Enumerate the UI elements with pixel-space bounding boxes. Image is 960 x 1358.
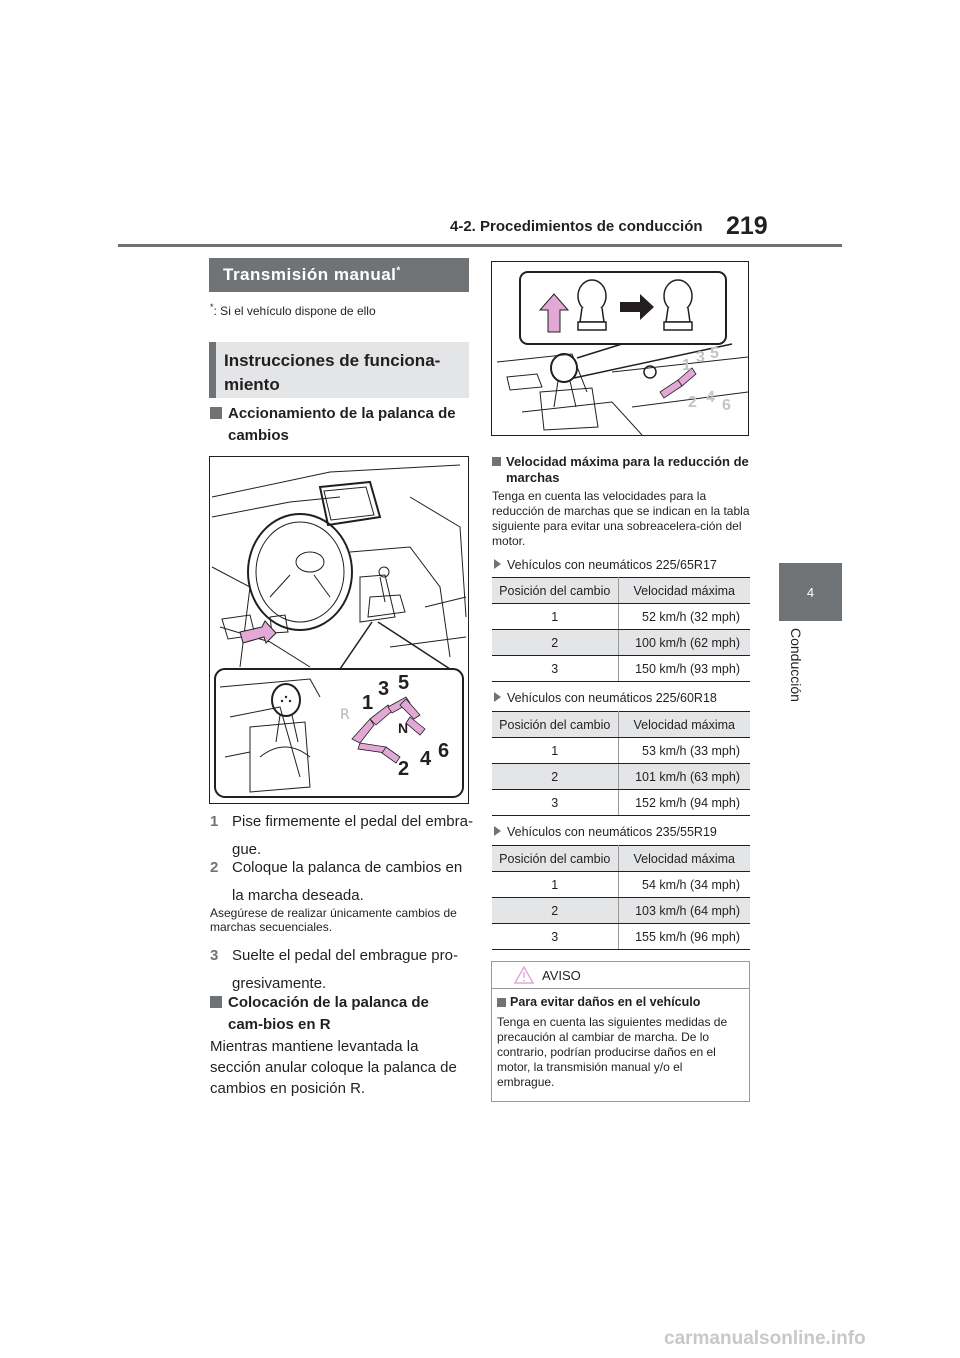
speed-cell: 152 km/h (94 mph): [618, 790, 750, 816]
table-header-row: [492, 846, 750, 872]
step-number: 2: [210, 859, 219, 876]
footnote: [210, 302, 376, 318]
interior-illustration-svg: [210, 457, 468, 803]
svg-text:6: 6: [722, 397, 731, 414]
max-speed-heading-text: Velocidad máxima para la reducción de marchas: [506, 454, 749, 485]
gear-label-5: 5: [398, 672, 410, 694]
warning-header: [492, 962, 749, 989]
tire-label-text: Vehículos con neumáticos 225/60R18: [507, 691, 717, 705]
speed-cell: 54 km/h (34 mph): [618, 872, 750, 898]
triangle-bullet-icon: [494, 559, 501, 569]
gear-label-6: 6: [438, 740, 450, 762]
square-bullet-icon: [210, 407, 222, 419]
step-text: Pise firmemente el pedal del embra-: [232, 813, 473, 830]
table-header-row: [492, 578, 750, 604]
max-speed-heading: [492, 454, 750, 486]
step-2: [210, 854, 462, 910]
table-row: [492, 656, 750, 682]
step-number: 1: [210, 813, 219, 830]
subsection-title: Instrucciones de funciona-miento: [209, 342, 469, 398]
reverse-lever-illustration: [491, 261, 749, 436]
gear-label-1: 1: [362, 692, 374, 714]
speed-table-1: [492, 577, 750, 682]
gear-cell: 2: [492, 898, 618, 924]
column-header: Posición del cambio: [492, 578, 618, 604]
lever-operation-heading-text: Accionamiento de la palanca de cambios: [228, 405, 456, 444]
footnote-text: : Si el vehículo dispone de ello: [213, 304, 376, 318]
speed-cell: 53 km/h (33 mph): [618, 738, 750, 764]
column-header: Posición del cambio: [492, 846, 618, 872]
gear-label-2: 2: [398, 758, 410, 780]
step-text-cont: la marcha deseada.: [232, 887, 364, 904]
speed-table-3: [492, 845, 750, 950]
gear-cell: 3: [492, 656, 618, 682]
footnote-marker: *: [210, 302, 214, 312]
square-bullet-icon: [210, 996, 222, 1008]
table-row: [492, 872, 750, 898]
step-text-cont: gresivamente.: [232, 975, 327, 992]
warning-label: AVISO: [542, 968, 581, 983]
table-row: [492, 790, 750, 816]
gear-cell: 2: [492, 630, 618, 656]
reverse-heading: [210, 992, 468, 1036]
gear-label-3: 3: [378, 678, 390, 700]
speed-cell: 52 km/h (32 mph): [618, 604, 750, 630]
chapter-tab: 4: [779, 563, 842, 621]
header-section-title: 4-2. Procedimientos de conducción: [450, 218, 703, 235]
svg-text:1: 1: [682, 357, 691, 374]
speed-table-2: [492, 711, 750, 816]
tire-label-text: Vehículos con neumáticos 235/55R19: [507, 825, 717, 839]
gear-cell: 1: [492, 604, 618, 630]
speed-cell: 100 km/h (62 mph): [618, 630, 750, 656]
gear-label-4: 4: [420, 748, 432, 770]
speed-cell: 103 km/h (64 mph): [618, 898, 750, 924]
gear-cell: 3: [492, 790, 618, 816]
section-title-marker: *: [396, 265, 401, 277]
header-divider: [118, 244, 842, 247]
step-number: 3: [210, 947, 219, 964]
svg-text:2: 2: [688, 394, 697, 411]
reverse-lever-illustration-svg: [492, 262, 748, 435]
triangle-bullet-icon: [494, 826, 501, 836]
page-number: 219: [726, 212, 768, 240]
column-header: Velocidad máxima: [618, 846, 750, 872]
sequential-shift-note: Asegúrese de realizar únicamente cambios de marchas secuenciales.: [210, 906, 457, 934]
speed-cell: 101 km/h (63 mph): [618, 764, 750, 790]
chapter-label: Conducción: [788, 628, 804, 702]
gear-label-n: N: [398, 720, 409, 736]
table-row: [492, 924, 750, 950]
gear-cell: 2: [492, 764, 618, 790]
tire-label-1: [492, 558, 717, 572]
max-speed-intro: Tenga en cuenta las velocidades para la reducción de marchas que se indican en la tabla siguiente para evitar una sobreacelera-ción del motor.: [492, 489, 750, 548]
triangle-bullet-icon: [494, 692, 501, 702]
gear-cell: 3: [492, 924, 618, 950]
step-text-cont: gue.: [232, 841, 262, 858]
warning-triangle-icon: [514, 966, 534, 984]
gear-label-r: R: [340, 707, 350, 723]
table-row: [492, 630, 750, 656]
table-row: [492, 604, 750, 630]
warning-heading-text: Para evitar daños en el vehículo: [510, 995, 701, 1009]
column-header: Velocidad máxima: [618, 712, 750, 738]
square-bullet-icon: [497, 998, 506, 1007]
tire-label-2: [492, 691, 717, 705]
warning-box: [491, 961, 750, 1102]
speed-cell: 150 km/h (93 mph): [618, 656, 750, 682]
gear-cell: 1: [492, 872, 618, 898]
warning-text: Tenga en cuenta las siguientes medidas de precaución al cambiar de marcha. De lo contrario, podrían producirse daños en el motor, la transmisión manual y/o el embrague.: [497, 1015, 728, 1089]
section-title: [209, 258, 469, 292]
step-text: Coloque la palanca de cambios en: [232, 859, 463, 876]
svg-text:5: 5: [710, 345, 719, 362]
table-row: [492, 738, 750, 764]
table-row: [492, 764, 750, 790]
warning-heading: [497, 995, 700, 1009]
step-3: [210, 942, 458, 998]
reverse-heading-text: Colocación de la palanca de cam-bios en R: [228, 994, 429, 1033]
column-header: Posición del cambio: [492, 712, 618, 738]
section-title-text: Transmisión manual: [223, 265, 397, 284]
step-text: Suelte el pedal del embrague pro-: [232, 947, 458, 964]
svg-text:3: 3: [696, 349, 705, 366]
reverse-text: Mientras mantiene levantada la sección anular coloque la palanca de cambios en posición R.: [210, 1038, 457, 1097]
gear-cell: 1: [492, 738, 618, 764]
table-header-row: [492, 712, 750, 738]
speed-cell: 155 km/h (96 mph): [618, 924, 750, 950]
square-bullet-icon: [492, 457, 501, 466]
lever-operation-heading: [210, 403, 468, 447]
table-row: [492, 898, 750, 924]
interior-illustration: [209, 456, 469, 804]
svg-text:4: 4: [706, 389, 715, 406]
watermark: carmanualsonline.info: [664, 1328, 866, 1349]
tire-label-3: [492, 825, 717, 839]
tire-label-text: Vehículos con neumáticos 225/65R17: [507, 558, 717, 572]
column-header: Velocidad máxima: [618, 578, 750, 604]
